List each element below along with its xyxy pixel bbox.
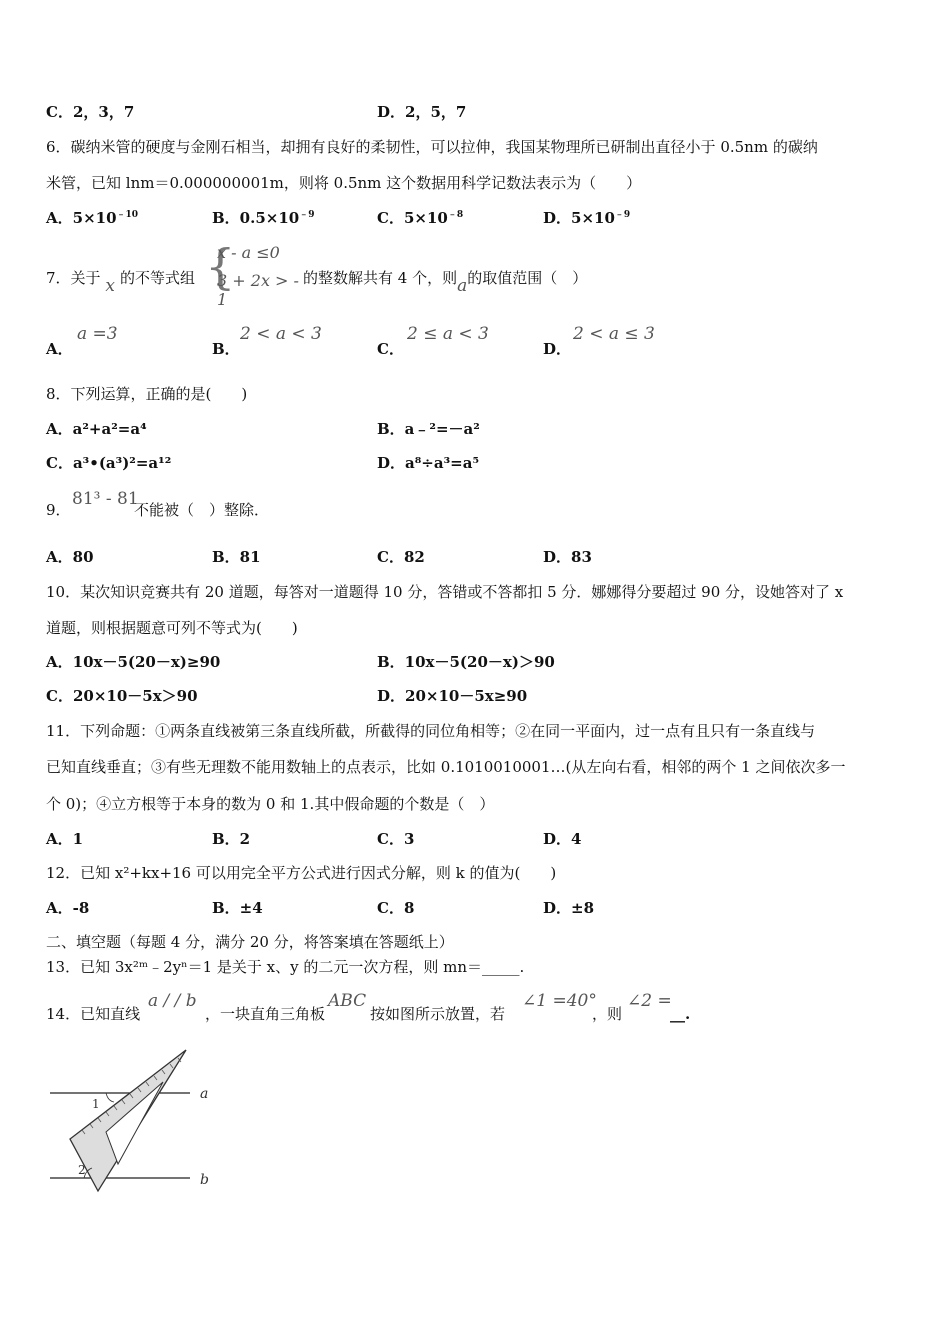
q11-option-b: B．2	[212, 830, 251, 848]
label-angle-2: 2	[78, 1163, 86, 1177]
q14-figure-triangle-ruler	[48, 1046, 218, 1196]
q6-option-c: C．$5\times 10^{﹣8}$	[377, 209, 464, 227]
q5-option-d: D．2，5，7	[377, 103, 467, 121]
label-angle-1: 1	[92, 1097, 100, 1111]
q14-math-abc: ABC	[328, 991, 367, 1011]
q6-option-b: B．$0.5\times 10^{﹣9}$	[212, 209, 315, 227]
q8-option-a: A．a²+a²=a⁴	[46, 420, 147, 438]
q10-option-c: C．20×10－5x＞90	[46, 687, 198, 705]
q9-option-c: C．82	[377, 548, 425, 566]
q6-stem-line2: 米管，已知 lnm＝0.000000001m，则将 0.5nm 这个数据用科学记数法表示为（ ）	[46, 174, 642, 192]
label-a: a	[200, 1086, 209, 1102]
q7-inequality-system: { x - a ≤0 3 + 2x > - 1	[205, 239, 299, 309]
q5-option-c: C．2，3，7	[46, 103, 135, 121]
q10-stem-line2: 道题，则根据题意可列不等式为( )	[46, 619, 298, 637]
q8-option-d: D．a⁸÷a³=a⁵	[377, 454, 480, 472]
q14-math-angle1: ∠1 =40°	[522, 991, 597, 1011]
q11-stem-line3: 个 0)；④立方根等于本身的数为 0 和 1.其中假命题的个数是（ ）	[46, 795, 495, 813]
q7-option-b-math: 2 < a < 3	[240, 324, 322, 344]
q7-stem: 7．关于 x	[46, 269, 115, 296]
q7-option-a-math: a =3	[77, 324, 118, 344]
q10-option-a: A．10x－5(20－x)≥90	[46, 653, 221, 671]
q7-option-c-math: 2 ≤ a < 3	[407, 324, 489, 344]
q7-stem-middle: 的不等式组	[120, 269, 196, 287]
q9-math: 81³ - 81	[72, 489, 139, 509]
section2-heading: 二、填空题（每题 4 分，满分 20 分，将答案填在答题纸上）	[46, 933, 454, 951]
q9-number: 9．	[46, 501, 71, 519]
q14-math-angle2: ∠2 =	[627, 991, 672, 1011]
q8-stem: 8．下列运算，正确的是( )	[46, 385, 248, 403]
q9-option-d: D．83	[543, 548, 592, 566]
q6-option-a: A．$5\times 10^{﹣10}$	[46, 209, 139, 227]
q8-option-b: B．a﹣²=－a²	[377, 420, 480, 438]
q11-option-a: A．1	[46, 830, 84, 848]
label-b: b	[200, 1172, 209, 1188]
q14-prefix: 14．已知直线	[46, 1005, 141, 1023]
q11-stem-line1: 11．下列命题：①两条直线被第三条直线所截，所截得的同位角相等；②在同一平面内，过一点有且只有一条直线与	[46, 722, 816, 740]
q12-option-b: B．±4	[212, 899, 263, 917]
q10-option-d: D．20×10－5x≥90	[377, 687, 528, 705]
q11-stem-line2: 已知直线垂直；③有些无理数不能用数轴上的点表示，比如 0.1010010001…(从左向右看，相邻的两个 1 之间依次多一	[46, 758, 846, 776]
q12-option-d: D．±8	[543, 899, 595, 917]
q10-option-b: B．10x－5(20－x)＞90	[377, 653, 555, 671]
q6-stem-line1: 6．碳纳米管的硬度与金刚石相当，却拥有良好的柔韧性，可以拉伸，我国某物理所已研制出直径小于 0.5nm 的碳纳	[46, 138, 818, 156]
q6-option-d: D．$5\times 10^{﹣9}$	[543, 209, 631, 227]
q9-option-a: A．80	[46, 548, 94, 566]
q7-stem-suffix: 的整数解共有 4 个，则a的取值范围（ ）	[303, 269, 588, 296]
q14-mid2: 按如图所示放置，若	[370, 1005, 506, 1023]
q7-option-c-label: C．	[377, 340, 404, 358]
q7-option-d-label: D．	[543, 340, 572, 358]
q14-blank: __.	[670, 1005, 691, 1023]
q10-stem-line1: 10．某次知识竞赛共有 20 道题，每答对一道题得 10 分，答错或不答都扣 5 分．娜娜得分要超过 90 分，设她答对了 x	[46, 583, 844, 601]
q12-option-c: C．8	[377, 899, 415, 917]
q7-option-a-label: A．	[46, 340, 73, 358]
q9-option-b: B．81	[212, 548, 261, 566]
q12-stem: 12．已知 x²+kx+16 可以用完全平方公式进行因式分解，则 k 的值为( )	[46, 864, 557, 882]
q8-option-c: C．a³•(a³)²=a¹²	[46, 454, 172, 472]
q9-stem: 不能被（ ）整除．	[134, 501, 270, 519]
q13-stem: 13．已知 3x²ᵐ﹣2yⁿ＝1 是关于 x、y 的二元一次方程，则 mn＝_____.	[46, 958, 525, 976]
q7-option-d-math: 2 < a ≤ 3	[573, 324, 655, 344]
q14-mid1: ，一块直角三角板	[205, 1005, 326, 1023]
q7-option-b-label: B．	[212, 340, 240, 358]
q14-math-parallel: a / / b	[148, 991, 197, 1011]
q11-option-d: D．4	[543, 830, 582, 848]
q14-mid3: ，则	[592, 1005, 623, 1023]
q12-option-a: A．-8	[46, 899, 90, 917]
q11-option-c: C．3	[377, 830, 415, 848]
